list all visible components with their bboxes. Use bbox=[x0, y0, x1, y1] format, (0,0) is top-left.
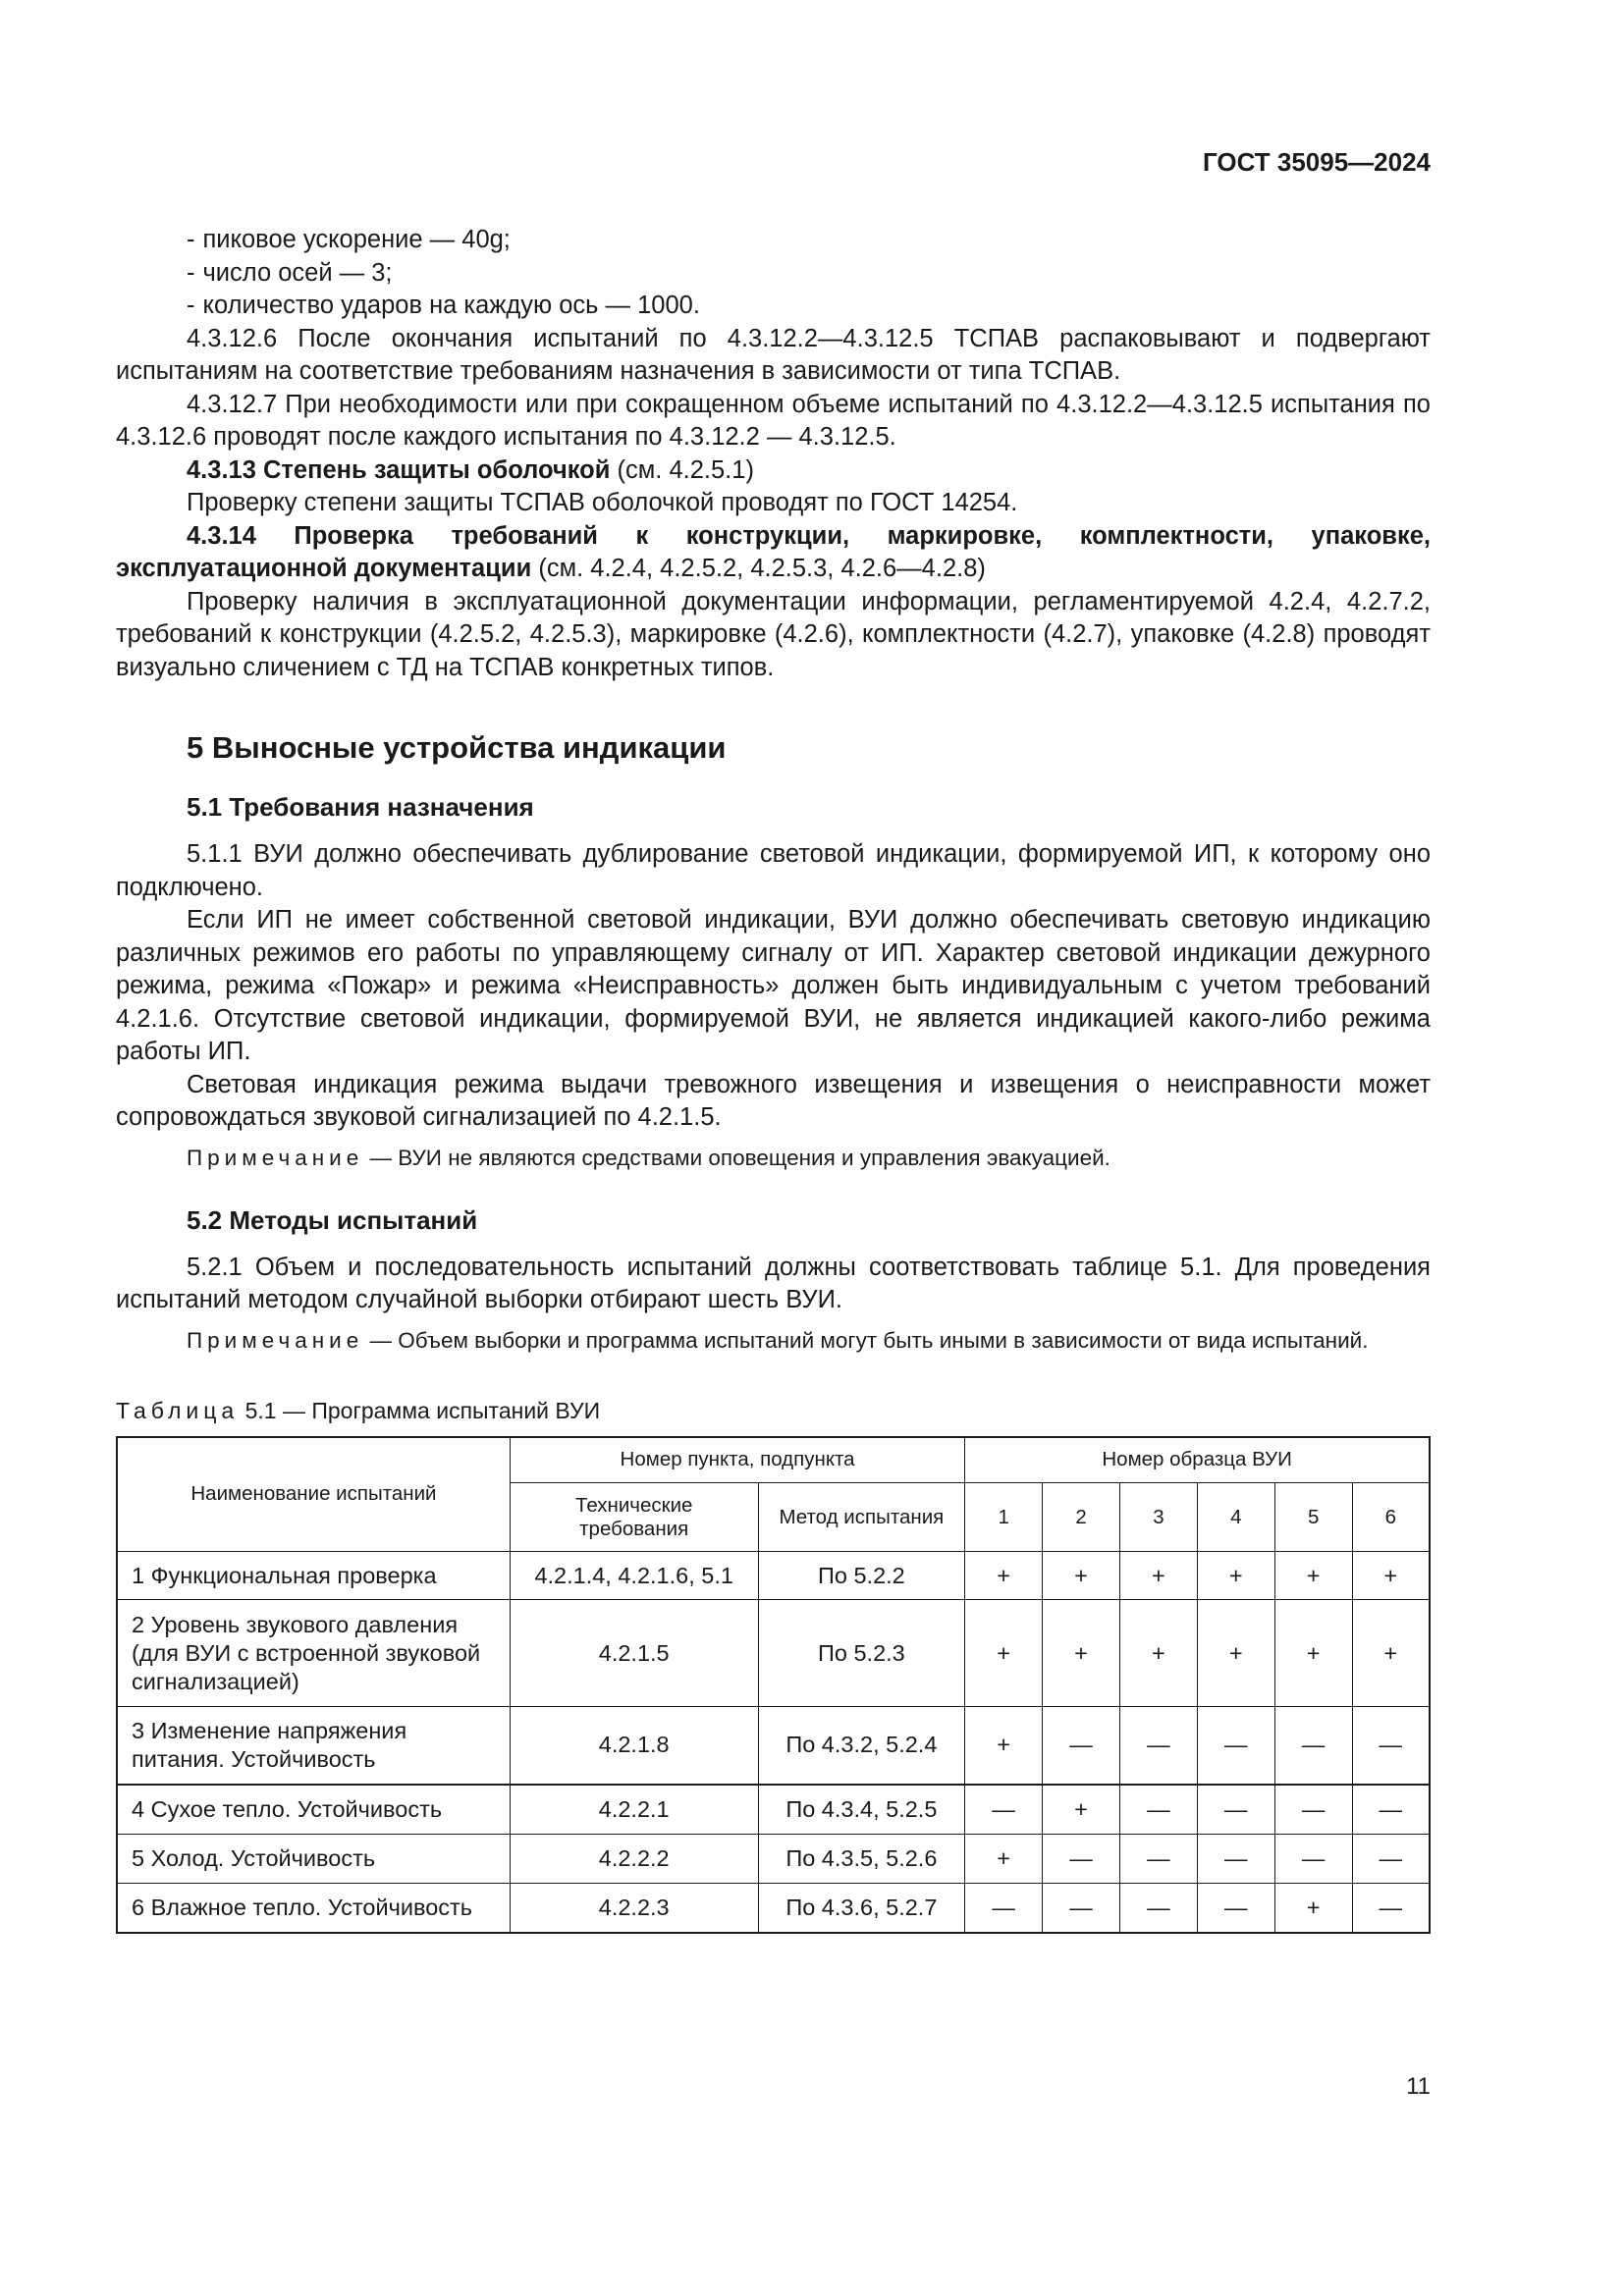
sample-mark-cell: + bbox=[965, 1600, 1043, 1707]
sample-mark-cell: — bbox=[1274, 1707, 1352, 1785]
sample-mark-cell: — bbox=[1352, 1707, 1430, 1785]
sample-mark-cell: — bbox=[1352, 1785, 1430, 1835]
list-item: - количество ударов на каждую ось — 1000. bbox=[187, 292, 700, 319]
sample-mark-cell: + bbox=[1043, 1600, 1120, 1707]
test-method-cell: По 4.3.4, 5.2.5 bbox=[758, 1785, 965, 1835]
sample-mark-cell: — bbox=[1043, 1707, 1120, 1785]
header-sample-number: 3 bbox=[1119, 1483, 1197, 1552]
header-tech-requirements: Технические требования bbox=[510, 1483, 758, 1552]
sample-mark-cell: + bbox=[965, 1835, 1043, 1884]
header-sample-group: Номер образца ВУИ bbox=[965, 1437, 1430, 1483]
test-name-cell: 2 Уровень звукового давления (для ВУИ с встроенной звуковой сигнализацией) bbox=[117, 1600, 510, 1707]
test-name-cell: 1 Функциональная проверка bbox=[117, 1552, 510, 1600]
sample-mark-cell: + bbox=[1274, 1600, 1352, 1707]
sample-mark-cell: + bbox=[1119, 1600, 1197, 1707]
clause-4-3-13-heading: 4.3.13 Степень защиты оболочкой (см. 4.2.5.1) bbox=[187, 455, 754, 484]
sample-mark-cell: + bbox=[1274, 1884, 1352, 1933]
sample-mark-cell: + bbox=[1119, 1552, 1197, 1600]
sample-mark-cell: — bbox=[1119, 1835, 1197, 1884]
list-item: - число осей — 3; bbox=[187, 258, 393, 287]
tech-requirements-cell: 4.2.1.5 bbox=[510, 1600, 758, 1707]
sample-mark-cell: — bbox=[965, 1884, 1043, 1933]
paragraph-4-3-14: Проверку наличия в эксплуатационной документации информации, регламентируемой 4.2.4, 4.2.7.2, требований к конструкции (4.2.5.2, 4.2.5.3), маркировке (4.2.6), комплектности (4.2.7), упаковке (4.2.8) проводят визуально сличением с ТД на ТСПАВ конкретных типов. bbox=[116, 587, 1431, 681]
list-item: - пиковое ускорение — 40g; bbox=[187, 226, 511, 253]
page-number: 11 bbox=[1406, 2073, 1431, 2100]
paragraph-5-1-1-c: Световая индикация режима выдачи тревожного извещения и извещения о неисправности может сопровождаться звуковой сигнализацией по 4.2.1.5. bbox=[116, 1070, 1431, 1131]
test-method-cell: По 5.2.2 bbox=[758, 1552, 965, 1600]
sample-mark-cell: — bbox=[965, 1785, 1043, 1835]
header-sample-number: 5 bbox=[1274, 1483, 1352, 1552]
paragraph-5-1-1-b: Если ИП не имеет собственной световой индикации, ВУИ должно обеспечивать световую индикацию различных режимов его работы по управляющему сигналу от ИП. Характер световой индикации дежурного режима, режима «Пожар» и режима «Неисправность» должен быть индивидуальным с учетом требований 4.2.1.6. Отсутствие световой индикации, формируемой ВУИ, не является индикацией какого-либо режима работы ИП. bbox=[116, 906, 1431, 1065]
sample-mark-cell: — bbox=[1119, 1785, 1197, 1835]
tech-requirements-cell: 4.2.1.8 bbox=[510, 1707, 758, 1785]
table-row bbox=[117, 1552, 1430, 1600]
table-row bbox=[117, 1600, 1430, 1707]
sample-mark-cell: — bbox=[1352, 1884, 1430, 1933]
header-sample-number: 6 bbox=[1352, 1483, 1430, 1552]
sample-mark-cell: — bbox=[1274, 1835, 1352, 1884]
sample-mark-cell: — bbox=[1274, 1785, 1352, 1835]
test-program-table bbox=[116, 1436, 1431, 1934]
sample-mark-cell: — bbox=[1119, 1884, 1197, 1933]
sample-mark-cell: — bbox=[1119, 1707, 1197, 1785]
test-name-cell: 3 Изменение напряжения питания. Устойчивость bbox=[117, 1707, 510, 1785]
sample-mark-cell: + bbox=[1274, 1552, 1352, 1600]
test-method-cell: По 4.3.5, 5.2.6 bbox=[758, 1835, 965, 1884]
sample-mark-cell: — bbox=[1197, 1835, 1274, 1884]
tech-requirements-cell: 4.2.2.1 bbox=[510, 1785, 758, 1835]
sample-mark-cell: — bbox=[1043, 1835, 1120, 1884]
header-sample-number: 2 bbox=[1043, 1483, 1120, 1552]
section-5-1-heading: 5.1 Требования назначения bbox=[187, 792, 534, 822]
sample-mark-cell: + bbox=[1352, 1600, 1430, 1707]
sample-mark-cell: — bbox=[1352, 1835, 1430, 1884]
header-sample-number: 4 bbox=[1197, 1483, 1274, 1552]
page-body bbox=[116, 224, 1431, 1934]
tech-requirements-cell: 4.2.1.4, 4.2.1.6, 5.1 bbox=[510, 1552, 758, 1600]
clause-4-3-14-heading: 4.3.14 Проверка требований к конструкции, маркировке, комплектности, упаковке, эксплуатационной документации (см. 4.2.4, 4.2.5.2, 4.2.5.3, 4.2.6—4.2.8) bbox=[116, 521, 1431, 582]
section-5-heading: 5 Выносные устройства индикации bbox=[187, 730, 727, 765]
paragraph-4-3-13: Проверку степени защиты ТСПАВ оболочкой проводят по ГОСТ 14254. bbox=[187, 489, 1018, 516]
document-header: ГОСТ 35095—2024 bbox=[1203, 147, 1431, 177]
header-test-method: Метод испытания bbox=[758, 1483, 965, 1552]
section-5-2-heading: 5.2 Методы испытаний bbox=[187, 1204, 478, 1235]
table-row bbox=[117, 1835, 1430, 1884]
test-name-cell: 5 Холод. Устойчивость bbox=[117, 1835, 510, 1884]
header-clause-group: Номер пункта, подпункта bbox=[510, 1437, 964, 1483]
sample-mark-cell: + bbox=[1197, 1600, 1274, 1707]
paragraph-5-1-1: 5.1.1 ВУИ должно обеспечивать дублирование световой индикации, формируемой ИП, к которому оно подключено. bbox=[116, 840, 1431, 901]
test-method-cell: По 5.2.3 bbox=[758, 1600, 965, 1707]
test-method-cell: По 4.3.6, 5.2.7 bbox=[758, 1884, 965, 1933]
note-2: Примечание — Объем выборки и программа испытаний могут быть иными в зависимости от вида испытаний. bbox=[187, 1327, 1369, 1353]
tech-requirements-cell: 4.2.2.3 bbox=[510, 1884, 758, 1933]
table-row bbox=[117, 1884, 1430, 1933]
paragraph-5-2-1: 5.2.1 Объем и последовательность испытаний должны соответствовать таблице 5.1. Для проведения испытаний методом случайной выборки отбирают шесть ВУИ. bbox=[116, 1253, 1431, 1313]
note-1: Примечание — ВУИ не являются средствами оповещения и управления эвакуацией. bbox=[187, 1145, 1110, 1170]
sample-mark-cell: — bbox=[1197, 1707, 1274, 1785]
test-name-cell: 6 Влажное тепло. Устойчивость bbox=[117, 1884, 510, 1933]
sample-mark-cell: + bbox=[965, 1707, 1043, 1785]
sample-mark-cell: + bbox=[965, 1552, 1043, 1600]
header-test-name: Наименование испытаний bbox=[117, 1437, 510, 1552]
sample-mark-cell: + bbox=[1352, 1552, 1430, 1600]
sample-mark-cell: — bbox=[1197, 1884, 1274, 1933]
test-method-cell: По 4.3.2, 5.2.4 bbox=[758, 1707, 965, 1785]
sample-mark-cell: + bbox=[1043, 1785, 1120, 1835]
sample-mark-cell: — bbox=[1197, 1785, 1274, 1835]
paragraph-4-3-12-6: 4.3.12.6 После окончания испытаний по 4.3.12.2—4.3.12.5 ТСПАВ распаковывают и подвергают испытаниям на соответствие требованиям назначения в зависимости от типа ТСПАВ. bbox=[116, 324, 1431, 385]
sample-mark-cell: + bbox=[1197, 1552, 1274, 1600]
paragraph-4-3-12-7: 4.3.12.7 При необходимости или при сокращенном объеме испытаний по 4.3.12.2—4.3.12.5 испытания по 4.3.12.6 проводят после каждого испытания по 4.3.12.2 — 4.3.12.5. bbox=[116, 390, 1431, 451]
sample-mark-cell: + bbox=[1043, 1552, 1120, 1600]
table-row bbox=[117, 1707, 1430, 1785]
table-row bbox=[117, 1785, 1430, 1835]
header-sample-number: 1 bbox=[965, 1483, 1043, 1552]
sample-mark-cell: — bbox=[1043, 1884, 1120, 1933]
table-caption: Таблица 5.1 — Программа испытаний ВУИ bbox=[116, 1397, 601, 1423]
test-name-cell: 4 Сухое тепло. Устойчивость bbox=[117, 1785, 510, 1835]
tech-requirements-cell: 4.2.2.2 bbox=[510, 1835, 758, 1884]
